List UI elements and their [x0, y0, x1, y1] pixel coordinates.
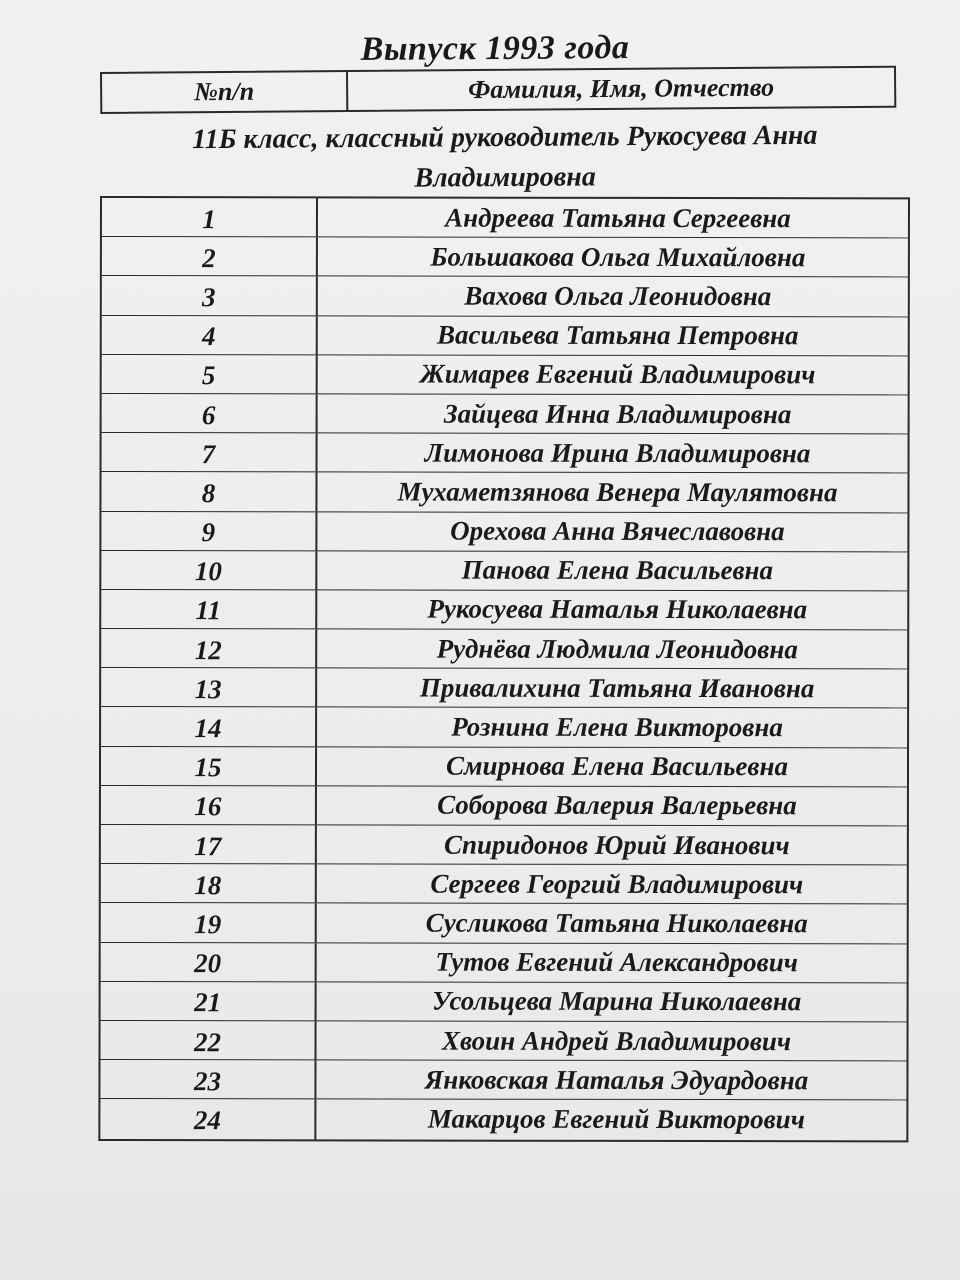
- table-row: [100, 1099, 906, 1140]
- table-row: [101, 629, 907, 670]
- students-table: [98, 196, 910, 1142]
- table-row: [100, 1060, 906, 1101]
- row-number: 17: [101, 825, 317, 864]
- row-number: 12: [101, 629, 317, 668]
- table-row: [101, 512, 907, 553]
- row-number: 10: [101, 551, 317, 590]
- student-name: Орехова Анна Вячеславовна: [450, 515, 785, 547]
- class-caption-line-1: 11Б класс, классный руководитель Рукосуева Анна: [192, 119, 818, 156]
- table-row: [101, 825, 907, 866]
- class-caption-line-2: Владимировна: [414, 161, 596, 194]
- row-number: 9: [101, 512, 317, 551]
- table-row: [101, 668, 907, 709]
- page-title: Выпуск 1993 года: [360, 29, 630, 68]
- student-name: Андреева Татьяна Сергеевна: [445, 202, 791, 233]
- student-name: Янковская Наталья Эдуардовна: [424, 1064, 809, 1095]
- student-name: Рознина Елена Викторовна: [451, 711, 783, 743]
- student-name: Панова Елена Васильевна: [461, 554, 774, 586]
- student-name: Васильева Татьяна Петровна: [436, 319, 799, 351]
- table-row: [102, 237, 908, 278]
- row-number: 6: [102, 394, 318, 433]
- table-row: [101, 590, 907, 631]
- student-name: Макарцов Евгений Викторович: [427, 1103, 805, 1135]
- row-number: 2: [102, 237, 318, 276]
- table-row: [102, 276, 908, 317]
- student-name: Вахова Ольга Леонидовна: [464, 280, 772, 312]
- row-number: 22: [100, 1021, 316, 1060]
- header-name-column: Фамилия, Имя, Отчество: [468, 72, 775, 105]
- table-row: [100, 1021, 906, 1062]
- table-row: [101, 747, 907, 788]
- table-row: [101, 707, 907, 748]
- row-number: 8: [101, 472, 317, 511]
- row-number: 4: [102, 316, 318, 355]
- row-number: 11: [101, 590, 317, 629]
- class-caption: [100, 115, 911, 201]
- table-row: [101, 786, 907, 827]
- student-name: Тутов Евгений Александрович: [435, 946, 798, 978]
- row-number: 16: [101, 786, 317, 825]
- row-number: 19: [101, 903, 317, 942]
- student-name: Сергеев Георгий Владимирович: [430, 868, 804, 900]
- student-name: Лимонова Ирина Владимировна: [424, 437, 811, 468]
- student-name: Спиридонов Юрий Иванович: [443, 829, 790, 860]
- row-number: 20: [101, 943, 317, 982]
- table-row: [101, 903, 907, 944]
- header-table: [100, 66, 896, 114]
- table-row: [101, 472, 907, 513]
- table-row: [101, 943, 907, 984]
- table-row: [102, 433, 908, 474]
- student-name: Хвоин Андрей Владимирович: [441, 1025, 792, 1056]
- table-row: [101, 551, 907, 592]
- student-name: Смирнова Елена Васильевна: [445, 750, 789, 782]
- table-row: [102, 198, 908, 239]
- row-number: 1: [102, 198, 318, 237]
- row-number: 21: [101, 982, 317, 1021]
- student-name: Привалихина Татьяна Ивановна: [419, 672, 815, 704]
- student-name: Соборова Валерия Валерьевна: [437, 789, 797, 821]
- table-row: [101, 864, 907, 905]
- row-number: 7: [102, 433, 318, 472]
- row-number: 13: [101, 668, 317, 707]
- header-number-column: №п/п: [102, 72, 348, 112]
- row-number: 5: [102, 355, 318, 394]
- student-name: Жимарев Евгений Владимирович: [419, 358, 816, 390]
- row-number: 15: [101, 747, 317, 786]
- student-name: Мухаметзянова Венера Маулятовна: [397, 476, 838, 508]
- student-name: Руднёва Людмила Леонидовна: [436, 633, 798, 664]
- row-number: 24: [100, 1099, 316, 1139]
- table-row: [102, 316, 908, 357]
- row-number: 3: [102, 276, 318, 315]
- table-row: [102, 355, 908, 396]
- student-name: Усольцева Марина Николаевна: [431, 985, 802, 1017]
- student-name: Большакова Ольга Михайловна: [430, 241, 806, 273]
- table-row: [101, 982, 907, 1023]
- student-name: Сусликова Татьяна Николаевна: [425, 907, 808, 939]
- row-number: 14: [101, 707, 317, 746]
- student-name: Рукосуева Наталья Николаевна: [427, 594, 808, 625]
- student-name: Зайцева Инна Владимировна: [443, 398, 792, 429]
- table-row: [102, 394, 908, 435]
- row-number: 23: [100, 1060, 316, 1099]
- row-number: 18: [101, 864, 317, 903]
